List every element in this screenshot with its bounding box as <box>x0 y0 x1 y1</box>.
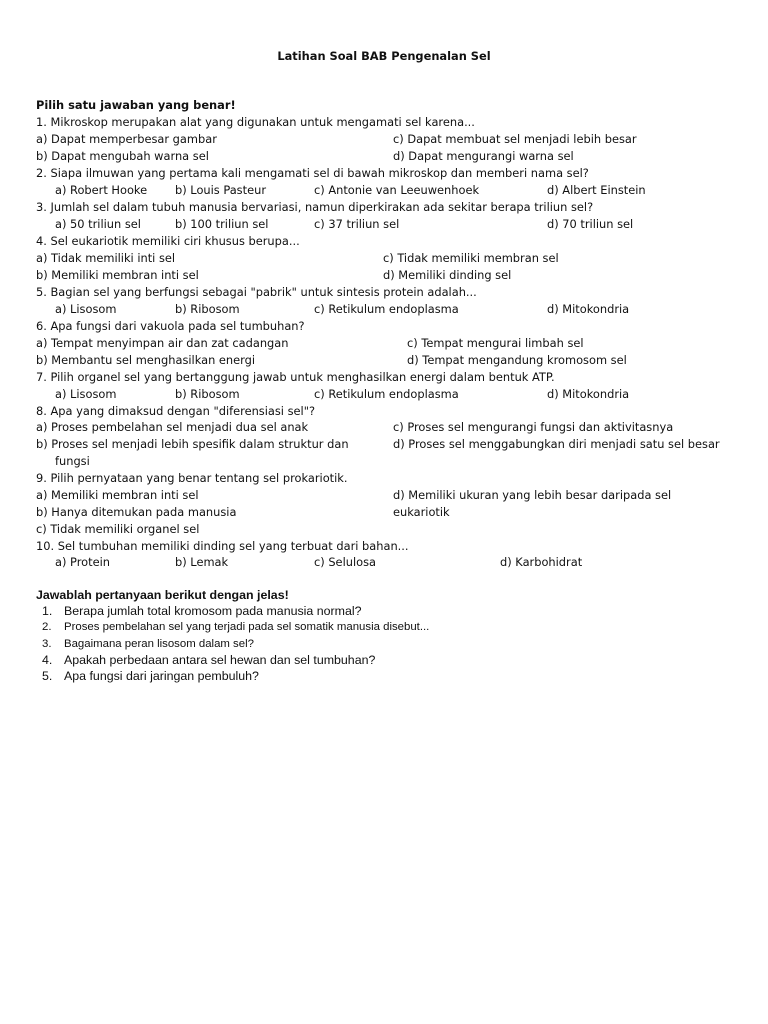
q7-option-c: c) Retikulum endoplasma <box>314 387 459 401</box>
essay-item <box>36 669 259 683</box>
essay-item-number: 4. <box>42 653 53 667</box>
q1-option-a: a) Dapat memperbesar gambar <box>36 132 217 146</box>
section-heading-essay: Jawablah pertanyaan berikut dengan jelas! <box>36 588 289 602</box>
q9-option-d: d) Memiliki ukuran yang lebih besar daripada sel <box>393 488 672 502</box>
q3-option-c: c) 37 triliun sel <box>314 217 400 231</box>
q2-option-c: c) Antonie van Leeuwenhoek <box>314 183 480 197</box>
q8-option-b-continued: fungsi <box>55 454 90 468</box>
q9-option-b: b) Hanya ditemukan pada manusia <box>36 505 237 519</box>
q6-option-b: b) Membantu sel menghasilkan energi <box>36 353 256 367</box>
q8-option-a: a) Proses pembelahan sel menjadi dua sel anak <box>36 420 309 434</box>
q10-option-b: b) Lemak <box>175 555 229 569</box>
essay-item-text: Bagaimana peran lisosom dalam sel? <box>64 638 254 650</box>
q7-option-a: a) Lisosom <box>55 387 117 401</box>
question-3: 3. Jumlah sel dalam tubuh manusia bervariasi, namun diperkirakan ada sekitar berapa triliun sel? <box>36 200 594 214</box>
question-7: 7. Pilih organel sel yang bertanggung jawab untuk menghasilkan energi dalam bentuk ATP. <box>36 370 555 384</box>
section-heading-multiple-choice: Pilih satu jawaban yang benar! <box>36 98 236 112</box>
essay-item-text: Berapa jumlah total kromosom pada manusia normal? <box>64 604 362 618</box>
q7-option-b: b) Ribosom <box>175 387 240 401</box>
q9-option-d-continued: eukariotik <box>393 505 450 519</box>
q4-option-c: c) Tidak memiliki membran sel <box>383 251 559 265</box>
essay-item-number: 2. <box>42 621 52 633</box>
question-5: 5. Bagian sel yang berfungsi sebagai "pabrik" untuk sintesis protein adalah... <box>36 285 477 299</box>
essay-item-number: 1. <box>42 604 53 618</box>
question-9: 9. Pilih pernyataan yang benar tentang sel prokariotik. <box>36 471 348 485</box>
q5-option-b: b) Ribosom <box>175 302 240 316</box>
q4-option-b: b) Memiliki membran inti sel <box>36 268 199 282</box>
q2-option-b: b) Louis Pasteur <box>175 183 266 197</box>
essay-item <box>36 653 375 667</box>
question-10: 10. Sel tumbuhan memiliki dinding sel yang terbuat dari bahan... <box>36 539 409 553</box>
q5-option-c: c) Retikulum endoplasma <box>314 302 459 316</box>
essay-item-number: 5. <box>42 669 53 683</box>
q2-option-d: d) Albert Einstein <box>547 183 646 197</box>
q6-option-a: a) Tempat menyimpan air dan zat cadangan <box>36 336 289 350</box>
q7-option-d: d) Mitokondria <box>547 387 630 401</box>
q3-option-a: a) 50 triliun sel <box>55 217 141 231</box>
q1-option-b: b) Dapat mengubah warna sel <box>36 149 209 163</box>
question-8: 8. Apa yang dimaksud dengan "diferensiasi sel"? <box>36 404 315 418</box>
q2-option-a: a) Robert Hooke <box>55 183 148 197</box>
q5-option-a: a) Lisosom <box>55 302 117 316</box>
essay-item-number: 3. <box>42 638 52 650</box>
q3-option-b: b) 100 triliun sel <box>175 217 269 231</box>
q8-option-b: b) Proses sel menjadi lebih spesifik dalam struktur dan <box>36 437 349 451</box>
essay-item <box>36 621 429 633</box>
essay-item-text: Apakah perbedaan antara sel hewan dan sel tumbuhan? <box>64 653 376 667</box>
q10-option-d: d) Karbohidrat <box>500 555 583 569</box>
q5-option-d: d) Mitokondria <box>547 302 630 316</box>
q9-option-a: a) Memiliki membran inti sel <box>36 488 199 502</box>
q10-option-a: a) Protein <box>55 555 110 569</box>
q3-option-d: d) 70 triliun sel <box>547 217 634 231</box>
q10-option-c: c) Selulosa <box>314 555 376 569</box>
q8-option-c: c) Proses sel mengurangi fungsi dan aktivitasnya <box>393 420 674 434</box>
essay-item-text: Apa fungsi dari jaringan pembuluh? <box>64 669 259 683</box>
essay-item <box>36 638 254 650</box>
essay-item <box>36 604 362 618</box>
q4-option-a: a) Tidak memiliki inti sel <box>36 251 176 265</box>
essay-item-text: Proses pembelahan sel yang terjadi pada sel somatik manusia disebut... <box>64 621 430 633</box>
q1-option-c: c) Dapat membuat sel menjadi lebih besar <box>393 132 637 146</box>
question-2: 2. Siapa ilmuwan yang pertama kali mengamati sel di bawah mikroskop dan memberi nama sel? <box>36 166 589 180</box>
q1-option-d: d) Dapat mengurangi warna sel <box>393 149 574 163</box>
q4-option-d: d) Memiliki dinding sel <box>383 268 512 282</box>
question-6: 6. Apa fungsi dari vakuola pada sel tumbuhan? <box>36 319 305 333</box>
q9-option-c: c) Tidak memiliki organel sel <box>36 522 200 536</box>
q6-option-d: d) Tempat mengandung kromosom sel <box>407 353 627 367</box>
question-1: 1. Mikroskop merupakan alat yang digunakan untuk mengamati sel karena... <box>36 115 475 129</box>
page-title: Latihan Soal BAB Pengenalan Sel <box>277 49 491 63</box>
q6-option-c: c) Tempat mengurai limbah sel <box>407 336 584 350</box>
q8-option-d: d) Proses sel menggabungkan diri menjadi satu sel besar <box>393 437 720 451</box>
question-4: 4. Sel eukariotik memiliki ciri khusus berupa... <box>36 234 300 248</box>
